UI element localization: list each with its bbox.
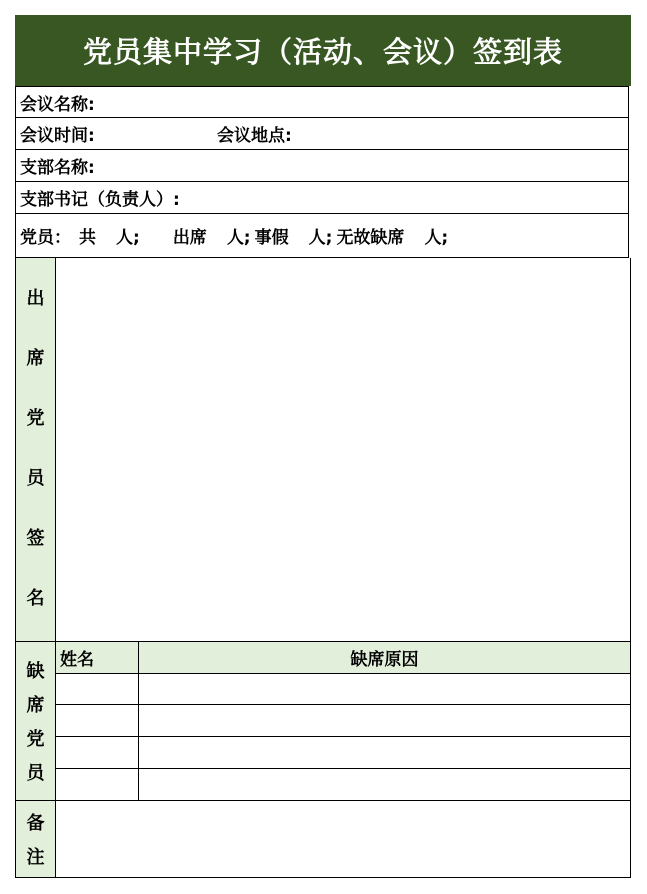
meeting-time-label: 会议时间: [20,126,95,146]
meeting-name-label: 会议名称: [20,94,95,115]
absent-char: 缺 [26,661,45,682]
remarks-area[interactable] [55,800,631,878]
absent-name-cell[interactable] [55,673,139,705]
absent-label: 无故缺席 [336,228,405,248]
members-prefix: 党员： [20,228,71,248]
absent-char: 党 [26,729,45,750]
meeting-place-label: 会议地点: [217,126,292,146]
branch-name-row [15,150,629,182]
branch-secretary-row [15,182,629,214]
sign-in-sheet [15,15,631,878]
remarks-char: 备 [26,813,45,834]
reason-header-text: 缺席原因 [350,650,419,670]
absent-name-cell[interactable] [55,768,139,801]
absent-reason-cell[interactable] [138,736,631,769]
absent-char: 员 [26,763,45,784]
remarks-char: 注 [26,847,45,868]
absent-label-cell [15,642,56,801]
meeting-name-row [15,86,629,118]
absent-reason-cell[interactable] [138,673,631,705]
attend-unit: 人; [226,228,251,248]
attendance-char: 出 [26,288,45,309]
attendance-char: 签 [26,528,45,549]
absent-reason-cell[interactable] [138,768,631,801]
sheet-title: 党员集中学习（活动、会议）签到表 [15,15,631,86]
meeting-time-row [15,118,629,150]
absent-reason-header [138,642,631,674]
absent-name-cell[interactable] [55,736,139,769]
total-unit: 人; [116,228,140,248]
attend-label: 出席 [172,228,207,248]
remarks-label-cell [15,800,56,878]
absent-name-cell[interactable] [55,704,139,737]
absent-char: 席 [26,695,45,716]
absent-unit: 人; [424,228,449,248]
name-header-text: 姓名 [60,650,94,670]
absent-name-header [55,642,139,674]
attendance-char: 名 [26,588,45,609]
branch-name-label: 支部名称: [20,158,95,178]
branch-secretary-label: 支部书记（负责人）: [20,190,180,210]
attendance-char: 席 [26,348,45,369]
absent-reason-cell[interactable] [138,704,631,737]
signature-area[interactable] [55,258,631,642]
attendance-char: 党 [26,408,45,429]
leave-label: 事假 [254,228,289,248]
total-label: 共 [79,228,96,248]
leave-unit: 人; [308,228,333,248]
member-stats-row [15,214,629,258]
attendance-label-cell [15,258,56,642]
attendance-char: 员 [26,468,45,489]
